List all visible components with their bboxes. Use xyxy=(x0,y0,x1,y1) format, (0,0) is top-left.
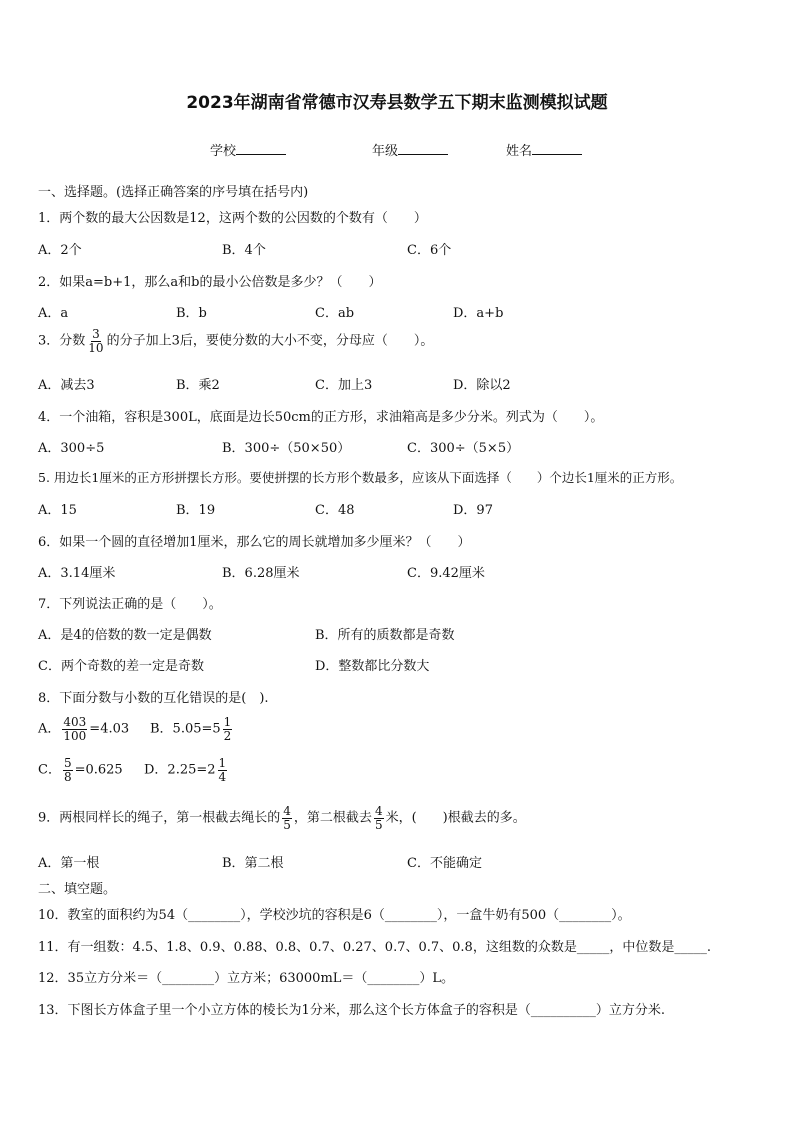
option-b[interactable]: B．第二根 xyxy=(222,856,284,871)
question-12[interactable]: 12．35立方分米＝（________）立方米；63000mL＝（________）L。 xyxy=(38,971,455,986)
denominator: 10 xyxy=(88,340,104,355)
option-a[interactable] xyxy=(38,716,129,742)
option-c[interactable]: C．两个奇数的差一定是奇数 xyxy=(38,659,204,674)
option-b[interactable]: B．19 xyxy=(176,503,216,518)
name-blank[interactable] xyxy=(532,142,582,155)
option-b[interactable]: B．乘2 xyxy=(176,378,220,393)
option-a[interactable]: A．2个 xyxy=(38,243,82,258)
question-13[interactable]: 13．下图长方体盒子里一个小立方体的棱长为1分米，那么这个长方体盒子的容积是（__________）立方分米. xyxy=(38,1003,665,1018)
numerator: 4 xyxy=(283,804,291,818)
fraction xyxy=(282,805,292,831)
denominator: 5 xyxy=(283,817,291,832)
denominator: 8 xyxy=(63,769,72,784)
section-heading: 二、填空题。 xyxy=(38,882,117,897)
section-heading: 一、选择题。(选择正确答案的序号填在括号内) xyxy=(38,185,309,200)
q3-suffix: 的分子加上3后，要使分数的大小不变，分母应（ ）。 xyxy=(106,333,434,349)
q9-suffix: 米，( )根截去的多。 xyxy=(385,810,526,826)
option-a-label: A． xyxy=(38,721,61,737)
grade-blank[interactable] xyxy=(398,142,448,155)
option-d[interactable]: D．a+b xyxy=(453,306,504,321)
option-c[interactable]: C．不能确定 xyxy=(407,856,482,871)
grade-label: 年级 xyxy=(372,144,399,159)
question-1: 1．两个数的最大公因数是12，这两个数的公因数的个数有（ ） xyxy=(38,211,427,226)
option-a[interactable]: A．减去3 xyxy=(38,378,95,393)
option-c[interactable]: C．6个 xyxy=(407,243,452,258)
option-b[interactable]: B．所有的质数都是奇数 xyxy=(315,628,455,643)
option-d[interactable]: D．除以2 xyxy=(453,378,511,393)
option-c[interactable] xyxy=(38,757,123,783)
question-5: 5. 用边长1厘米的正方形拼摆长方形。要使拼摆的长方形个数最多，应该从下面选择（ ）个边长1厘米的正方形。 xyxy=(38,470,683,485)
option-a[interactable]: A．第一根 xyxy=(38,856,100,871)
numerator: 403 xyxy=(63,715,87,729)
option-c[interactable]: C．300÷（5×5） xyxy=(407,441,520,456)
option-b[interactable]: B．300÷（50×50） xyxy=(222,441,351,456)
option-d[interactable]: D．97 xyxy=(453,503,493,518)
option-a[interactable]: A．a xyxy=(38,306,69,321)
name-label: 姓名 xyxy=(506,144,533,159)
option-b[interactable]: B．b xyxy=(176,306,207,321)
fraction xyxy=(218,757,228,783)
option-d[interactable]: D．整数都比分数大 xyxy=(315,659,430,674)
question-3 xyxy=(38,328,433,354)
option-d-label: D．2.25=2 xyxy=(144,762,216,778)
fraction xyxy=(374,805,384,831)
option-c[interactable]: C．ab xyxy=(315,306,355,321)
option-c[interactable]: C．48 xyxy=(315,503,355,518)
question-2: 2．如果a=b+1，那么a和b的最小公倍数是多少？（ ） xyxy=(38,275,382,290)
option-a[interactable]: A．3.14厘米 xyxy=(38,566,116,581)
name-field xyxy=(506,140,582,159)
denominator: 100 xyxy=(63,728,87,743)
question-6: 6．如果一个圆的直径增加1厘米，那么它的周长就增加多少厘米？（ ） xyxy=(38,535,471,550)
school-label: 学校 xyxy=(210,144,237,159)
option-a[interactable]: A．300÷5 xyxy=(38,441,105,456)
numerator: 5 xyxy=(63,756,72,770)
page-title: 2023年湖南省常德市汉寿县数学五下期末监测模拟试题 xyxy=(186,93,608,113)
q9-middle: ，第二根截去 xyxy=(293,810,372,826)
question-11[interactable]: 11．有一组数：4.5、1.8、0.9、0.88、0.8、0.7、0.27、0.7、0.7、0.8，这组数的众数是_____，中位数是_____. xyxy=(38,940,711,955)
option-a-rest: =4.03 xyxy=(89,721,130,737)
fraction xyxy=(87,328,104,354)
denominator: 4 xyxy=(218,769,227,784)
option-c-label: C． xyxy=(38,762,61,778)
fraction xyxy=(63,757,73,783)
question-7: 7．下列说法正确的是（ ）。 xyxy=(38,597,222,612)
option-b[interactable]: B．6.28厘米 xyxy=(222,566,300,581)
numerator: 4 xyxy=(374,804,383,818)
school-field xyxy=(210,140,286,159)
fraction xyxy=(62,716,87,742)
q9-prefix: 9．两根同样长的绳子，第一根截去绳长的 xyxy=(38,810,281,826)
question-9 xyxy=(38,805,526,831)
q3-prefix: 3．分数 xyxy=(38,333,86,349)
numerator: 3 xyxy=(92,327,100,341)
option-a[interactable]: A．是4的倍数的数一定是偶数 xyxy=(38,628,212,643)
option-c[interactable]: C．加上3 xyxy=(315,378,373,393)
fraction xyxy=(223,716,233,742)
numerator: 1 xyxy=(223,715,232,729)
question-8: 8．下面分数与小数的互化错误的是( ). xyxy=(38,691,269,706)
question-10[interactable]: 10．教室的面积约为54（________），学校沙坑的容积是6（________），一盒牛奶有500（________）。 xyxy=(38,908,631,923)
option-c[interactable]: C．9.42厘米 xyxy=(407,566,485,581)
question-4: 4．一个油箱，容积是300L，底面是边长50cm的正方形，求油箱高是多少分米。列式为（ ）。 xyxy=(38,410,604,425)
option-b[interactable]: B．4个 xyxy=(222,243,266,258)
option-a[interactable]: A．15 xyxy=(38,503,77,518)
option-c-rest: =0.625 xyxy=(74,762,123,778)
grade-field xyxy=(372,140,448,159)
school-blank[interactable] xyxy=(236,142,286,155)
option-b[interactable] xyxy=(150,716,234,742)
numerator: 1 xyxy=(218,756,227,770)
denominator: 5 xyxy=(374,817,383,832)
option-d[interactable] xyxy=(144,757,229,783)
option-b-label: B．5.05=5 xyxy=(150,721,221,737)
denominator: 2 xyxy=(223,728,232,743)
